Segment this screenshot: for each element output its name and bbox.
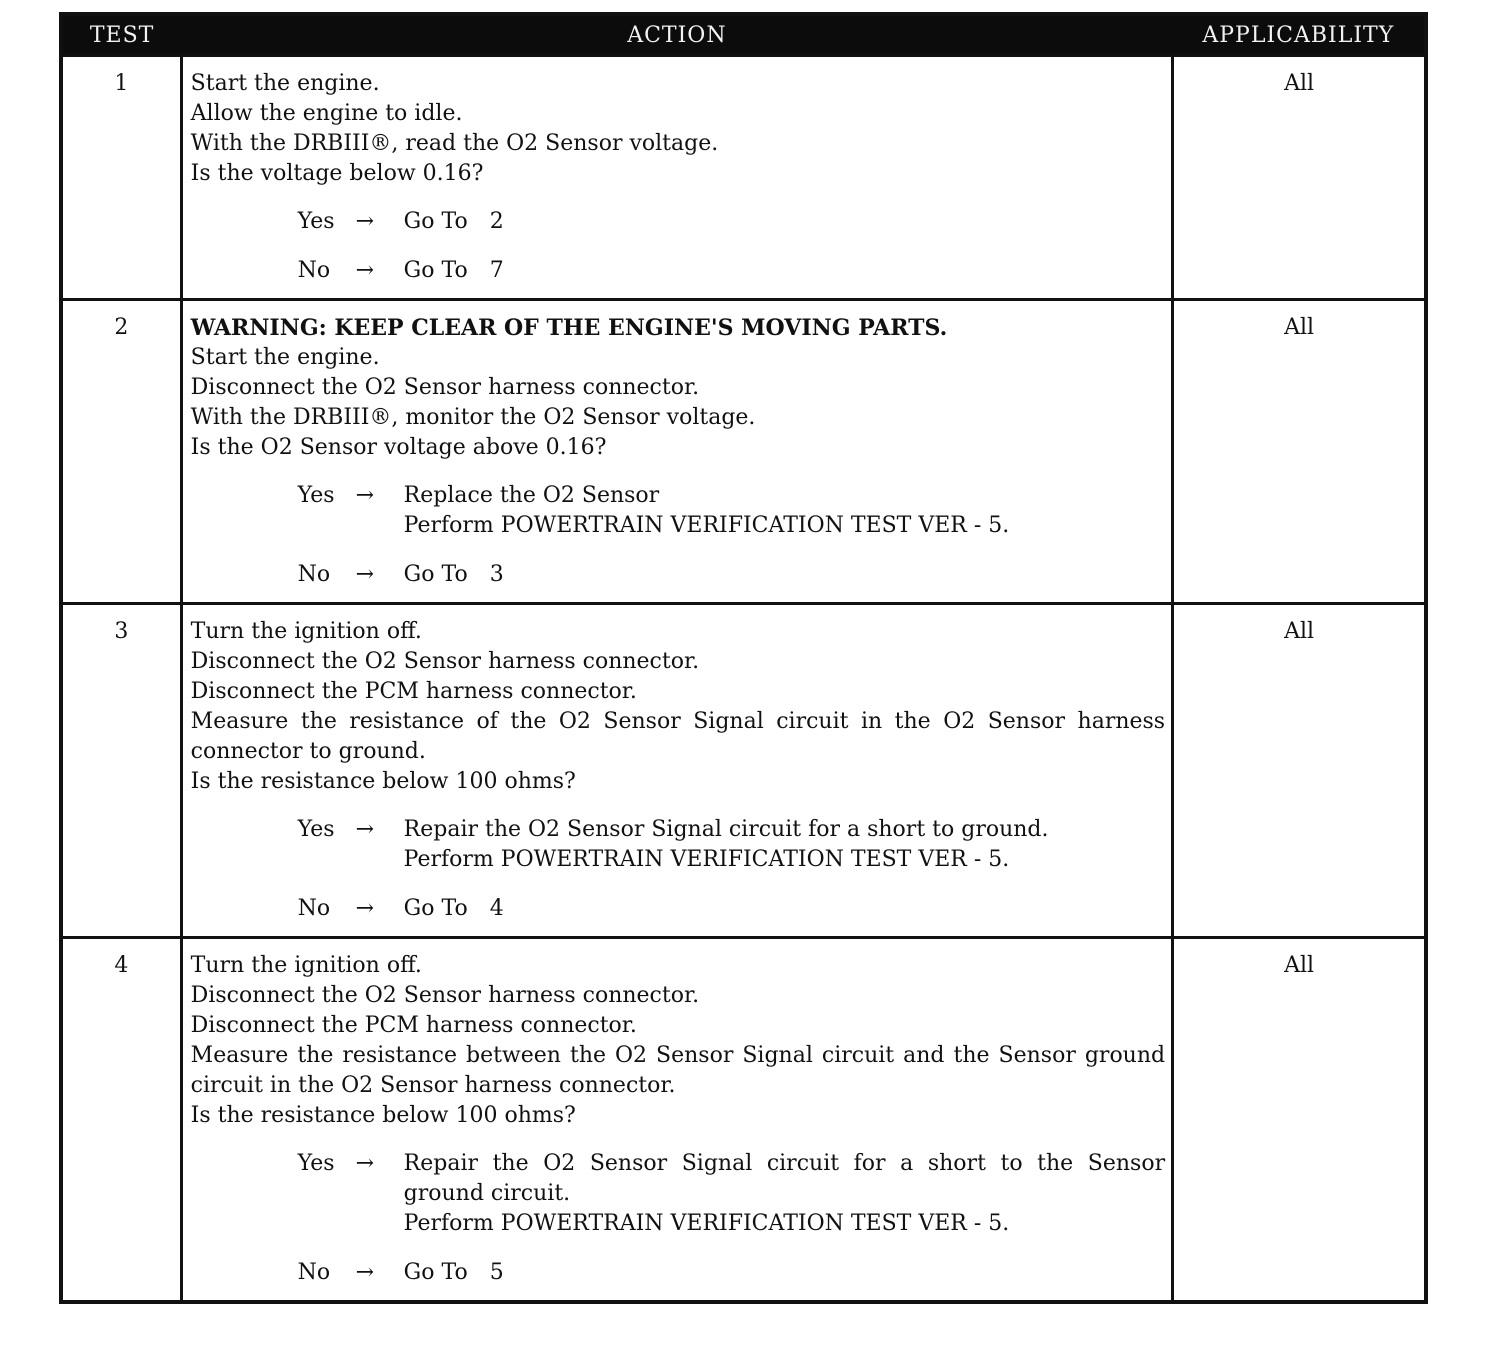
action-step: Measure the resistance of the O2 Sensor Signal circuit in the O2 Sensor harness connector to ground. (190, 709, 1166, 764)
yes-label: Yes (297, 209, 335, 234)
no-result (404, 560, 1165, 590)
arrow-icon: → (355, 562, 375, 587)
action-step: Start the engine. (190, 71, 380, 96)
header-applicability: APPLICABILITY (1173, 14, 1426, 56)
yes-result (404, 815, 1165, 875)
action-step: Disconnect the O2 Sensor harness connector. (190, 649, 700, 674)
table-row (61, 604, 1426, 938)
action-step: Disconnect the O2 Sensor harness connector. (190, 983, 700, 1008)
arrow-icon: → (355, 817, 375, 842)
answer-block (191, 481, 1165, 590)
arrow-icon: → (355, 483, 375, 508)
no-result (404, 894, 1165, 924)
arrow-icon: → (355, 209, 375, 234)
no-label: No (297, 258, 331, 283)
goto-target: 3 (489, 562, 504, 587)
action-step: Start the engine. (190, 345, 380, 370)
no-label: No (297, 562, 331, 587)
action-step: Is the voltage below 0.16? (190, 161, 484, 186)
no-result (404, 256, 1165, 286)
yes-result (404, 207, 1165, 237)
action-step: Is the O2 Sensor voltage above 0.16? (190, 435, 607, 460)
yes-label: Yes (297, 483, 335, 508)
action-step: Is the resistance below 100 ohms? (190, 769, 576, 794)
yes-result-line: Perform POWERTRAIN VERIFICATION TEST VER - 5. (403, 513, 1010, 538)
goto-target: 4 (489, 896, 504, 921)
action-step: Disconnect the PCM harness connector. (190, 1013, 637, 1038)
action-step: Is the resistance below 100 ohms? (190, 1103, 576, 1128)
answer-block (191, 1149, 1165, 1288)
applicability: All (1173, 938, 1426, 1303)
diagnostic-test-sheet (59, 12, 1428, 1304)
table-header-row (61, 14, 1426, 56)
yes-answer (191, 481, 1165, 541)
test-number: 4 (61, 938, 181, 1303)
action-step: With the DRBIII®, monitor the O2 Sensor voltage. (190, 405, 756, 430)
test-number: 1 (61, 56, 181, 300)
arrow-icon: → (355, 896, 375, 921)
goto-text: Go To (403, 1260, 468, 1285)
goto-text: Go To (403, 896, 468, 921)
yes-label: Yes (297, 1151, 335, 1176)
action-step: Measure the resistance between the O2 Sensor Signal circuit and the Sensor ground circuit in the O2 Sensor harness connector. (190, 1043, 1166, 1098)
yes-result-line: Replace the O2 Sensor (403, 483, 660, 508)
goto-target: 2 (489, 209, 504, 234)
no-label: No (297, 1260, 331, 1285)
arrow-icon: → (355, 1260, 375, 1285)
test-number: 3 (61, 604, 181, 938)
applicability: All (1173, 56, 1426, 300)
header-test: TEST (61, 14, 181, 56)
applicability: All (1173, 300, 1426, 604)
no-answer (191, 560, 1165, 590)
answer-block (191, 815, 1165, 924)
goto-text: Go To (403, 209, 468, 234)
goto-target: 7 (489, 258, 504, 283)
action-step: Turn the ignition off. (190, 619, 422, 644)
action-step: Allow the engine to idle. (190, 101, 463, 126)
action-step: Disconnect the PCM harness connector. (190, 679, 637, 704)
applicability: All (1173, 604, 1426, 938)
yes-result-line: Perform POWERTRAIN VERIFICATION TEST VER - 5. (403, 847, 1010, 872)
no-answer (191, 256, 1165, 286)
action-cell (181, 604, 1172, 938)
table-row (61, 56, 1426, 300)
action-step: Turn the ignition off. (190, 953, 422, 978)
yes-answer (191, 1149, 1165, 1239)
action-step: With the DRBIII®, read the O2 Sensor voltage. (190, 131, 719, 156)
yes-result (404, 481, 1165, 541)
action-cell (181, 300, 1172, 604)
no-answer (191, 1258, 1165, 1288)
action-cell (181, 56, 1172, 300)
goto-text: Go To (403, 562, 468, 587)
diagnostic-table (59, 12, 1428, 1304)
yes-result-line: Repair the O2 Sensor Signal circuit for a short to ground. (403, 817, 1049, 842)
table-row (61, 938, 1426, 1303)
arrow-icon: → (355, 258, 375, 283)
goto-text: Go To (403, 258, 468, 283)
yes-label: Yes (297, 817, 335, 842)
answer-block (191, 207, 1165, 286)
no-answer (191, 894, 1165, 924)
table-row (61, 300, 1426, 604)
test-number: 2 (61, 300, 181, 604)
yes-result (404, 1149, 1165, 1239)
no-result (404, 1258, 1165, 1288)
action-cell (181, 938, 1172, 1303)
header-action: ACTION (181, 14, 1172, 56)
yes-answer (191, 815, 1165, 875)
goto-target: 5 (489, 1260, 504, 1285)
yes-answer (191, 207, 1165, 237)
yes-result-line: Perform POWERTRAIN VERIFICATION TEST VER - 5. (403, 1211, 1010, 1236)
no-label: No (297, 896, 331, 921)
warning-text: WARNING: KEEP CLEAR OF THE ENGINE'S MOVING PARTS. (190, 315, 948, 341)
table-body (61, 56, 1426, 1303)
action-step: Disconnect the O2 Sensor harness connector. (190, 375, 700, 400)
arrow-icon: → (355, 1151, 375, 1176)
yes-result-line: Repair the O2 Sensor Signal circuit for a short to the Sensor ground circuit. (403, 1151, 1166, 1206)
